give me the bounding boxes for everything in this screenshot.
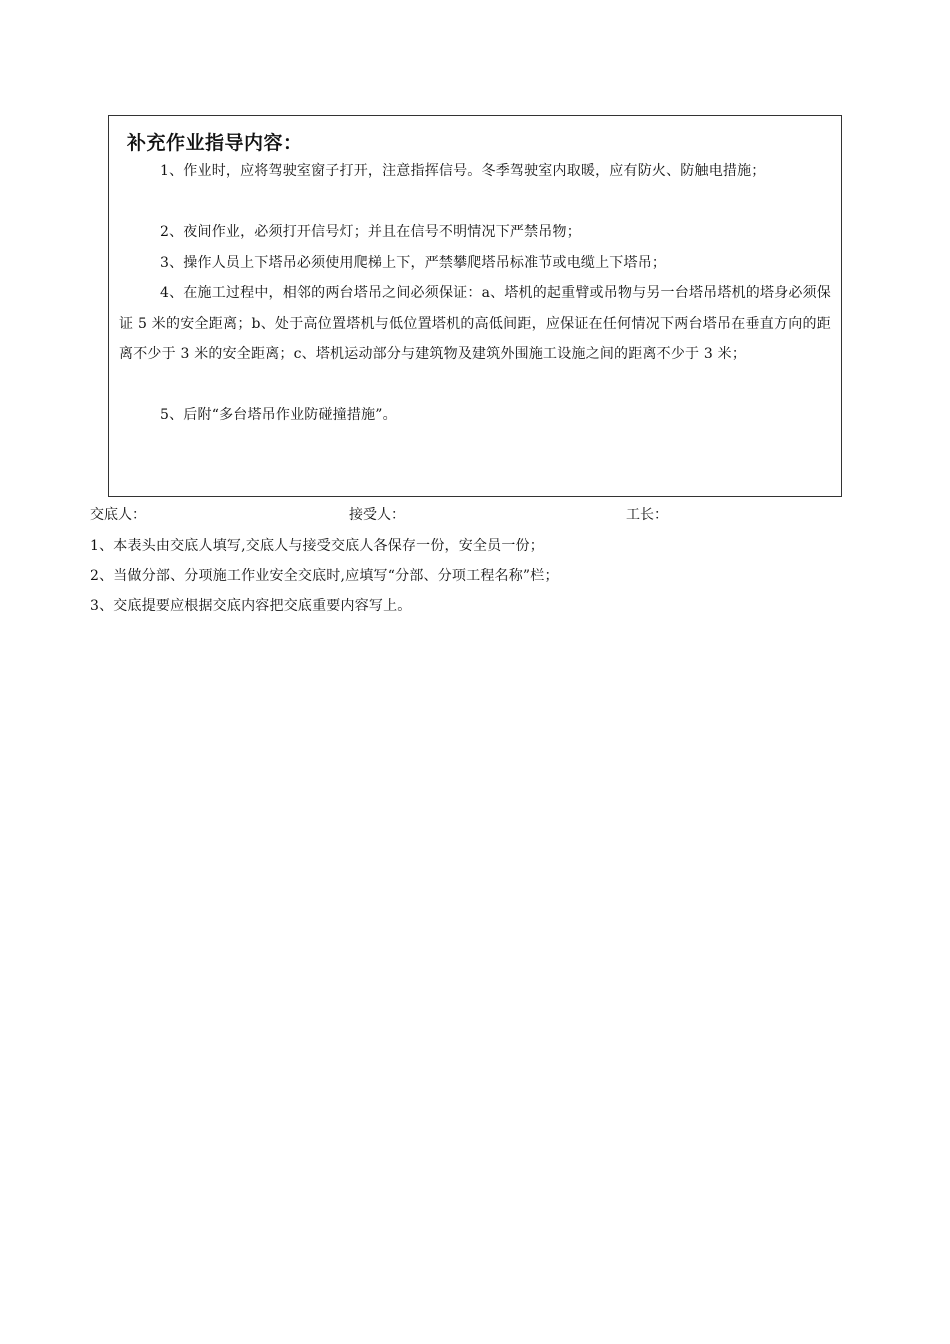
- signature-row: [90, 503, 850, 527]
- note-3: 3、交底提要应根据交底内容把交底重要内容写上。: [90, 598, 412, 614]
- receiver-label: 接受人：: [349, 507, 405, 523]
- supplement-box: [108, 115, 842, 497]
- note-1: 1、本表头由交底人填写,交底人与接受交底人各保存一份，安全员一份；: [90, 538, 544, 554]
- note-2: 2、当做分部、分项施工作业安全交底时,应填写“分部、分项工程名称”栏；: [90, 568, 559, 584]
- supplement-item-5: 5、后附“多台塔吊作业防碰撞措施”。: [160, 407, 397, 423]
- handover-person-label: 交底人：: [90, 507, 146, 523]
- supplement-item-3: 3、操作人员上下塔吊必须使用爬梯上下，严禁攀爬塔吊标准节或电缆上下塔吊；: [160, 255, 667, 271]
- supplement-title: 补充作业指导内容：: [127, 132, 303, 154]
- supplement-item-1: 1、作业时，应将驾驶室窗子打开，注意指挥信号。冬季驾驶室内取暖，应有防火、防触电措施；: [160, 163, 766, 179]
- supplement-item-4: 4、在施工过程中，相邻的两台塔吊之间必须保证：a、塔机的起重臂或吊物与另一台塔吊塔机的塔身必须保证 5 米的安全距离；b、处于高位置塔机与低位置塔机的高低间距，应保证在任何情况下两台塔吊在垂直方向的距离不少于 3 米的安全距离；c、塔机运动部分与建筑物及建筑外围施工设施之间的距离不少于 3 米；: [119, 285, 831, 362]
- supplement-item-2: 2、夜间作业，必须打开信号灯；并且在信号不明情况下严禁吊物；: [160, 224, 581, 240]
- foreman-label: 工长：: [626, 507, 668, 523]
